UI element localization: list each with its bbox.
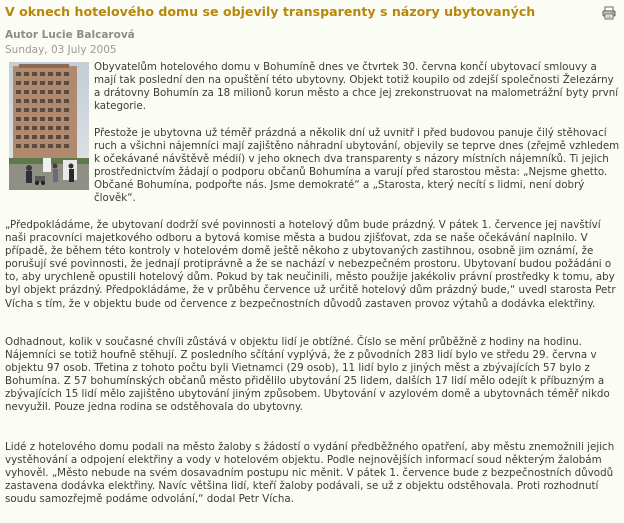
article-author: Autor Lucie Balcarová [5, 29, 135, 41]
print-icon[interactable] [602, 6, 616, 20]
article-paragraph: Obyvatelům hotelového domu v Bohumíně dnes ve čtvrtek 30. června končí ubytovací smlouvy a mají tak poslední den na opuštění této ubytovny. Objekt totiž koupilo od zdejší společnosti Železárny a drátovny Bohumín za 18 milionů korun město a chce jej zrekonstruovat na malometrážní byty první kategorie. [94, 61, 619, 113]
article-paragraph: „Předpokládáme, že ubytovaní dodrží své povinnosti a hotelový dům bude prázdný. V pátek 1. července jej navštíví naši pracovníci majetkového odboru a bytová komise města a budou zjišťovat, zda se naše očekávání naplnilo. V případě, že během této kontroly v hotelovém domě ještě někoho z ubytovaných zastihnou, osobně jim oznámí, že porušují své povinnosti, že jednají protiprávně a že se nachází v nebezpečném prostoru. Ubytovaní budou požádáni o to, aby urychleně opustili hotelový dům. Pokud by tak neučinili, město použije jakékoliv právní prostředky k tomu, aby byl objekt prázdný. Předpokládáme, že v průběhu července už určitě hotelový dům prázdný bude,“ uvedl starosta Petr Vícha s tím, že v objektu bude od července z bezpečnostních důvodů zastaven provoz výtahů a dodávka elektřiny. [5, 219, 616, 310]
building-photo [9, 62, 89, 190]
article-paragraph: Odhadnout, kolik v současné chvíli zůstává v objektu lidí je obtížné. Číslo se mění průběžně z hodiny na hodinu. Nájemníci se totiž houfně stěhují. Z posledního sčítání vyplývá, že z původních 283 lidí bylo ve středu 29. června v objektu 97 osob. Třetina z tohoto počtu byli Vietnamci (29 osob), 11 lidí bylo z jiných měst a zbývajících 57 bylo z Bohumína. Z 57 bohumínských občanů město přidělilo ubytování 25 lidem, dalších 17 lidí mělo odejít k příbuzným a zbývajících 15 lidí mělo zajištěno ubytování jiným způsobem. Ubytování v azylovém domě a ubytovnách téměř nikdo nevyužil. Pouze jedna rodina se odstěhovala do ubytovny. [5, 336, 610, 414]
article-paragraph: Lidé z hotelového domu podali na město žaloby s žádostí o vydání předběžného opatření, aby městu znemožnili jejich vystěhování a odpojení elektřiny a vody v hotelovém objektu. Podle nejnovějších informací soud některým žalobám vyhověl. „Město nebude na svém dosavadním postupu nic měnit. V pátek 1. července bude z bezpečnostních důvodů zastavena dodávka elektřiny. Navíc většina lidí, kteří žaloby podávali, se už z objektu odstěhovala. Proti rozhodnutí soudu samozřejmě podáme odvolání,“ dodal Petr Vícha. [5, 441, 615, 506]
article-date: Sunday, 03 July 2005 [5, 44, 117, 56]
article-title: V oknech hotelového domu se objevily transparenty s názory ubytovaných [5, 4, 536, 19]
article-paragraph: Přestože je ubytovna už téměř prázdná a několik dní už uvnitř i před budovou panuje čilý stěhovací ruch a všichni nájemníci mají zajištěno náhradní ubytování, objevily se teprve dnes (zřejmě vzhledem k očekávané návštěvě médií) v jeho oknech dva transparenty s názory místních nájemníků. Ti jejich prostřednictvím žádají o podporu občanů Bohumína a varují před starostou města: „Nejsme ghetto. Občané Bohumína, podpořte nás. Jsme demokraté“ a „Starosta, který necítí s lidmi, není dobrý člověk“. [94, 127, 620, 205]
